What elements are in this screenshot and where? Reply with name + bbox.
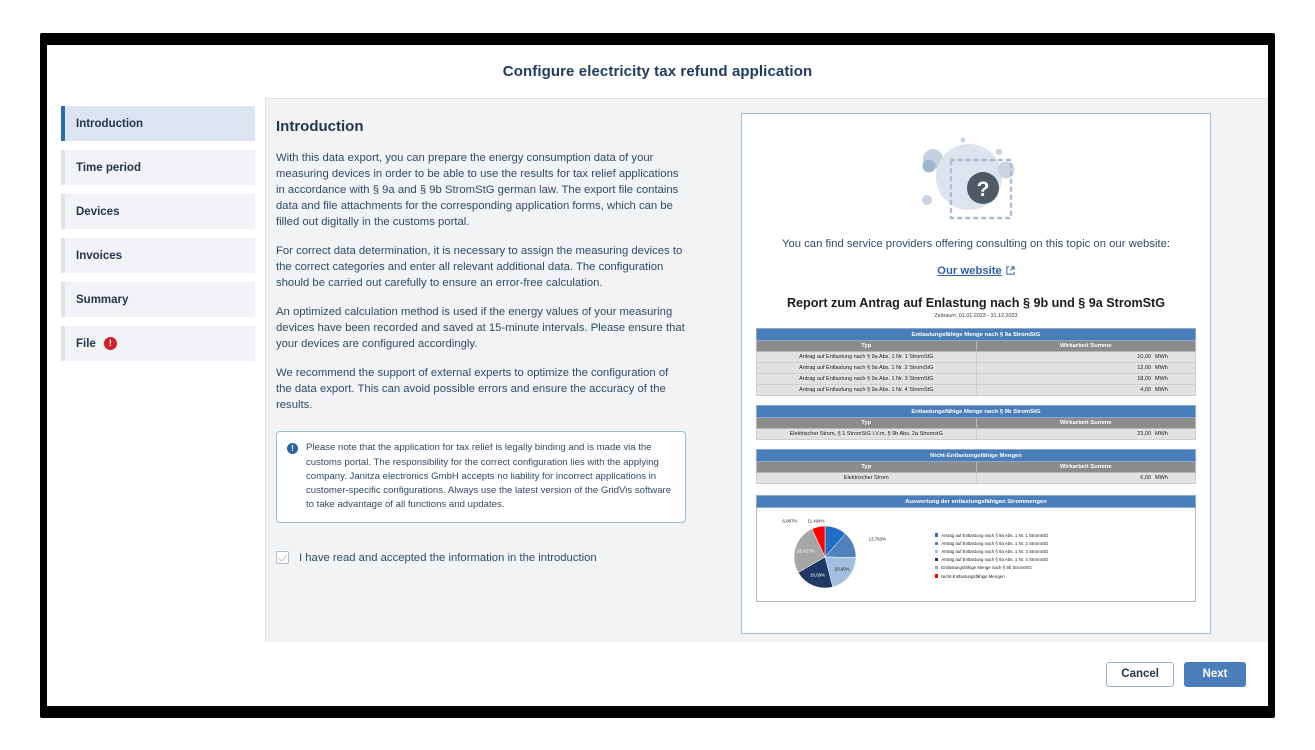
cell-number: 18,00 [1137, 376, 1151, 383]
preview-column [702, 113, 1250, 680]
table-caption: Entlastungsfähige Menge nach § 9b StromStG [757, 406, 1196, 418]
table-row [757, 385, 1196, 396]
cell-typ: Antrag auf Entlastung nach § 9a Abs. 1 Nr. 3 StromStG [757, 374, 977, 385]
legend-swatch-icon [935, 566, 938, 569]
legend-label: Antrag auf Entlastung nach § 9a Abs. 1 Nr. 1 StromStG [941, 532, 1049, 538]
slice-label-0: 11,494% [807, 518, 825, 524]
legend-swatch-icon [935, 574, 938, 577]
window-body [47, 98, 1268, 695]
cell-value [976, 429, 1196, 440]
table-row [757, 429, 1196, 440]
window-header [47, 45, 1268, 98]
legend-label: Nicht-Entlastungsfähige Mengen [941, 573, 1005, 579]
intro-paragraph-2: For correct data determination, it is necessary to assign the measuring devices to the correct categories and enter all relevant additional data. The configuration should be carried out carefully to ensure an error-free calculation. [276, 245, 683, 290]
pie-chart [763, 511, 931, 597]
cell-typ: Antrag auf Entlastung nach § 9a Abs. 1 Nr. 4 StromStG [757, 385, 977, 396]
legend-item [935, 565, 1189, 570]
cancel-button[interactable]: Cancel [1106, 662, 1174, 687]
sidebar-item-file[interactable] [61, 326, 255, 361]
window-footer [47, 642, 1268, 706]
our-website-link[interactable]: Our website [937, 265, 1002, 278]
content-panel [265, 98, 1268, 695]
table-caption: Entlastungsfähige Menge nach § 9a StromStG [757, 329, 1196, 341]
info-icon: ! [287, 443, 298, 454]
cell-number: 4,00 [1140, 387, 1151, 394]
legend-swatch-icon [935, 550, 938, 553]
cell-unit: MWh [1155, 387, 1168, 394]
legal-notice-text: Please note that the application for tax relief is legally binding and is made via the customs portal. The responsibility for the correct configuration lies with the applying company. Janitza electronics GmbH accepts no liability for incorrect applications in customer-specific configurations. Always use the latest version of the GridVis software to take advantage of all functions and updates. [306, 442, 672, 511]
cell-unit: MWh [1155, 376, 1168, 383]
cell-number: 12,00 [1137, 365, 1151, 372]
table-row [757, 352, 1196, 363]
legal-notice-box [276, 431, 686, 523]
pie-chart-block [756, 495, 1196, 602]
cell-unit: MWh [1155, 475, 1168, 482]
application-window [47, 45, 1268, 706]
cell-value [976, 363, 1196, 374]
svg-text:?: ? [976, 178, 990, 201]
sidebar-item-label: Summary [76, 293, 129, 306]
slice-label-2: 20,69% [834, 566, 850, 572]
table-col-value: Wirkarbeit Summe [976, 418, 1196, 429]
wizard-steps-sidebar [47, 98, 265, 695]
legend-label: Antrag auf Entlastung nach § 9a Abs. 1 Nr. 4 StromStG [941, 557, 1049, 563]
legend-swatch-icon [935, 542, 938, 545]
promo-text: You can find service providers offering consulting on this topic on our website: [781, 238, 1171, 250]
accept-checkbox-row[interactable] [276, 551, 686, 564]
table-col-typ: Typ [757, 462, 977, 473]
cell-unit: MWh [1155, 431, 1168, 438]
section-title: Introduction [276, 118, 364, 135]
intro-paragraph-4: We recommend the support of external experts to optimize the configuration of the data export. This can avoid possible errors and ensure the accuracy of the results. [276, 367, 669, 412]
our-website-link-row[interactable] [756, 265, 1196, 278]
sidebar-item-label: Invoices [76, 249, 123, 262]
legend-swatch-icon [935, 558, 938, 561]
table-col-typ: Typ [757, 341, 977, 352]
cell-unit: MWh [1155, 365, 1168, 372]
legend-item [935, 541, 1189, 546]
chart-body [756, 508, 1196, 602]
table-caption: Nicht-Entlastungsfähige Mengen [757, 450, 1196, 462]
table-col-value: Wirkarbeit Summe [976, 341, 1196, 352]
cell-typ: Antrag auf Entlastung nach § 9a Abs. 1 Nr. 1 StromStG [757, 352, 977, 363]
sidebar-item-label: Time period [76, 161, 141, 174]
table-row [757, 374, 1196, 385]
cell-number: 6,00 [1140, 475, 1151, 482]
slice-label-4: 26,437% [797, 548, 815, 554]
table-row [757, 363, 1196, 374]
legend-item [935, 557, 1189, 562]
legend-label: Antrag auf Entlastung nach § 9a Abs. 1 Nr. 3 StromStG [941, 548, 1049, 554]
cell-number: 10,00 [1137, 354, 1151, 361]
slice-label-5: 6,897% [782, 518, 798, 524]
cell-typ: Antrag auf Entlastung nach § 9a Abs. 1 Nr. 2 StromStG [757, 363, 977, 374]
introduction-column [276, 113, 686, 680]
legend-swatch-icon [935, 533, 938, 536]
legend-item [935, 533, 1189, 538]
table-row [757, 473, 1196, 484]
sidebar-item-label: Introduction [76, 117, 144, 130]
page-title: Configure electricity tax refund application [502, 63, 813, 80]
sidebar-item-devices[interactable] [61, 194, 255, 229]
intro-paragraph-3: An optimized calculation method is used if the energy values of your measuring devices have been recorded and saved at 15-minute intervals. Please ensure that your devices are configured accordingly. [276, 306, 685, 351]
error-badge-icon: ! [104, 337, 117, 350]
table-col-typ: Typ [757, 418, 977, 429]
next-button[interactable]: Next [1184, 662, 1246, 687]
cell-value [976, 352, 1196, 363]
question-mark-illustration [756, 124, 1196, 236]
sidebar-item-invoices[interactable] [61, 238, 255, 273]
cell-value [976, 374, 1196, 385]
cell-typ: Elektrischer Strom [757, 473, 977, 484]
accept-checkbox-label: I have read and accepted the information in the introduction [299, 551, 597, 564]
cell-value [976, 473, 1196, 484]
chart-legend [935, 530, 1189, 579]
cell-unit: MWh [1155, 354, 1168, 361]
sidebar-item-label: File [76, 337, 96, 350]
legend-item [935, 549, 1189, 554]
accept-checkbox[interactable] [276, 551, 289, 564]
intro-paragraph-1: With this data export, you can prepare the energy consumption data of your measuring devices in order to be able to use the results for tax relief applications in accordance with § 9a and § 9b StromStG german law. The export file contains data and file attachments for the corresponding application forms, which can be filled out digitally in the customs portal. [276, 152, 679, 229]
legend-label: Entlastungsfähige Menge nach § 9b StromStG [941, 565, 1032, 571]
legend-item [935, 574, 1189, 579]
sidebar-item-time-period[interactable] [61, 150, 255, 185]
report-subtitle: Zeitraum: 01.01.2023 - 31.12.2023 [934, 313, 1018, 320]
cell-value [976, 385, 1196, 396]
legend-label: Antrag auf Entlastung nach § 9a Abs. 1 Nr. 2 StromStG [941, 540, 1049, 546]
slice-label-3: 20,69% [810, 572, 826, 578]
sidebar-item-introduction[interactable] [61, 106, 255, 141]
sidebar-item-summary[interactable] [61, 282, 255, 317]
report-table-non-relief [756, 449, 1196, 484]
cell-number: 23,00 [1137, 431, 1151, 438]
report-preview-panel [741, 113, 1211, 634]
table-col-value: Wirkarbeit Summe [976, 462, 1196, 473]
external-link-icon [1006, 266, 1015, 278]
slice-label-1: 13,793% [868, 536, 886, 542]
report-table-9b [756, 405, 1196, 440]
cell-typ: Elektrischer Strom, § 1 StromStG i.V.m. § 9b Abs. 2a StromstG [757, 429, 977, 440]
chart-title: Auswertung der entlastungsfähigen Strommengen [756, 495, 1196, 508]
report-table-9a [756, 328, 1196, 396]
sidebar-item-label: Devices [76, 205, 120, 218]
report-title: Report zum Antrag auf Enlastung nach § 9b und § 9a StromStG [786, 296, 1166, 311]
